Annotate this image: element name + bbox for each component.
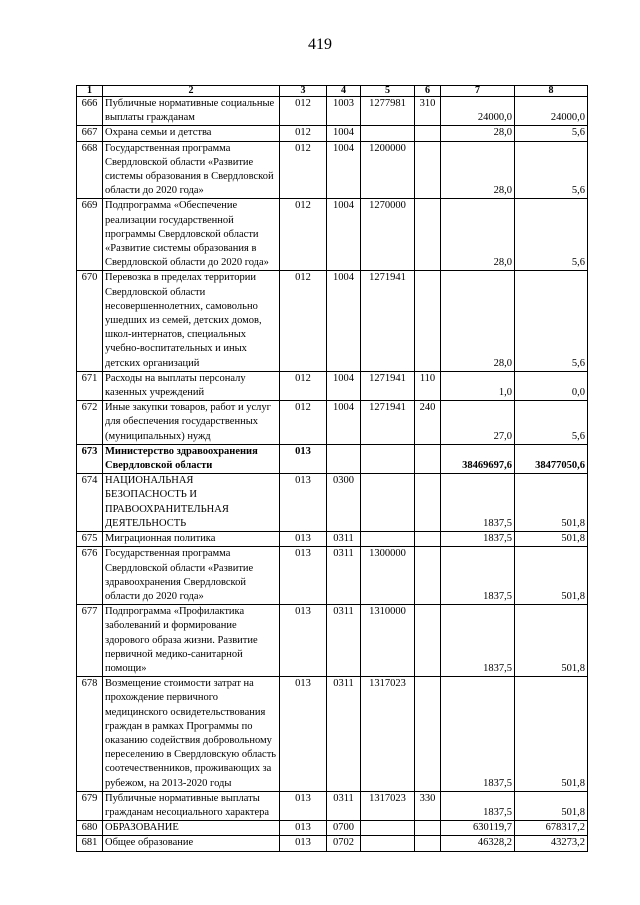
- expense-type-cell: [415, 141, 441, 199]
- target-article-cell: [361, 474, 415, 532]
- row-number-cell: 675: [77, 532, 103, 547]
- header-cell: 6: [415, 86, 441, 97]
- target-article-cell: [361, 836, 415, 851]
- table-body: [77, 97, 588, 852]
- table-row: [77, 677, 588, 792]
- ministry-code-cell: 013: [280, 836, 327, 851]
- item-name-cell: Государственная программа Свердловской области «Развитие системы образования в Свердловской области до 2020 года»: [103, 141, 280, 199]
- row-number-cell: 670: [77, 271, 103, 371]
- table-row: [77, 821, 588, 836]
- ministry-code-cell: 012: [280, 401, 327, 445]
- item-name-cell: Общее образование: [103, 836, 280, 851]
- target-article-cell: [361, 821, 415, 836]
- amount-year1-cell: 24000,0: [441, 97, 515, 126]
- header-cell: 3: [280, 86, 327, 97]
- amount-year1-cell: 28,0: [441, 141, 515, 199]
- expense-type-cell: [415, 532, 441, 547]
- section-code-cell: 0300: [327, 474, 361, 532]
- expense-type-cell: 240: [415, 401, 441, 445]
- table-row: [77, 791, 588, 820]
- ministry-code-cell: 012: [280, 271, 327, 371]
- ministry-code-cell: 013: [280, 547, 327, 605]
- expense-type-cell: [415, 474, 441, 532]
- section-code-cell: 0700: [327, 821, 361, 836]
- amount-year1-cell: 27,0: [441, 401, 515, 445]
- amount-year1-cell: 1837,5: [441, 677, 515, 792]
- item-name-cell: Публичные нормативные выплаты гражданам несоциального характера: [103, 791, 280, 820]
- ministry-code-cell: 012: [280, 97, 327, 126]
- expense-type-cell: [415, 199, 441, 271]
- amount-year2-cell: 501,8: [515, 677, 588, 792]
- expense-type-cell: [415, 271, 441, 371]
- expense-type-cell: [415, 444, 441, 473]
- header-cell: 8: [515, 86, 588, 97]
- header-row: [77, 86, 588, 97]
- expense-type-cell: 310: [415, 97, 441, 126]
- ministry-code-cell: 013: [280, 474, 327, 532]
- row-number-cell: 669: [77, 199, 103, 271]
- target-article-cell: 1310000: [361, 605, 415, 677]
- table-row: [77, 141, 588, 199]
- amount-year1-cell: 28,0: [441, 126, 515, 141]
- target-article-cell: 1271941: [361, 371, 415, 400]
- amount-year1-cell: 1,0: [441, 371, 515, 400]
- section-code-cell: 0311: [327, 677, 361, 792]
- item-name-cell: Подпрограмма «Профилактика заболеваний и формирование здорового образа жизни. Развитие первичной медико-санитарной помощи»: [103, 605, 280, 677]
- item-name-cell: Охрана семьи и детства: [103, 126, 280, 141]
- target-article-cell: 1300000: [361, 547, 415, 605]
- amount-year2-cell: 5,6: [515, 141, 588, 199]
- ministry-code-cell: 013: [280, 444, 327, 473]
- amount-year1-cell: 1837,5: [441, 791, 515, 820]
- amount-year2-cell: 24000,0: [515, 97, 588, 126]
- section-code-cell: [327, 444, 361, 473]
- amount-year2-cell: 501,8: [515, 474, 588, 532]
- row-number-cell: 679: [77, 791, 103, 820]
- amount-year2-cell: 5,6: [515, 126, 588, 141]
- amount-year2-cell: 501,8: [515, 791, 588, 820]
- item-name-cell: Миграционная политика: [103, 532, 280, 547]
- table-row: [77, 199, 588, 271]
- table-row: [77, 371, 588, 400]
- section-code-cell: 0311: [327, 547, 361, 605]
- amount-year2-cell: 501,8: [515, 605, 588, 677]
- header-cell: 5: [361, 86, 415, 97]
- amount-year2-cell: 0,0: [515, 371, 588, 400]
- target-article-cell: 1277981: [361, 97, 415, 126]
- row-number-cell: 676: [77, 547, 103, 605]
- table-row: [77, 271, 588, 371]
- item-name-cell: Перевозка в пределах территории Свердловской области несовершеннолетних, самовольно ушедших из семей, детских домов, школ-интернатов, специальных учебно-воспитательных и иных детских организаций: [103, 271, 280, 371]
- table-row: [77, 97, 588, 126]
- amount-year2-cell: 5,6: [515, 401, 588, 445]
- row-number-cell: 681: [77, 836, 103, 851]
- ministry-code-cell: 013: [280, 677, 327, 792]
- table-row: [77, 444, 588, 473]
- target-article-cell: 1271941: [361, 401, 415, 445]
- amount-year2-cell: 501,8: [515, 547, 588, 605]
- row-number-cell: 672: [77, 401, 103, 445]
- item-name-cell: Публичные нормативные социальные выплаты гражданам: [103, 97, 280, 126]
- ministry-code-cell: 013: [280, 605, 327, 677]
- expense-type-cell: [415, 547, 441, 605]
- ministry-code-cell: 013: [280, 532, 327, 547]
- section-code-cell: 0702: [327, 836, 361, 851]
- amount-year1-cell: 28,0: [441, 271, 515, 371]
- target-article-cell: [361, 532, 415, 547]
- item-name-cell: Возмещение стоимости затрат на прохождение первичного медицинского освидетельствования граждан в рамках Программы по оказанию содействия добровольному переселению в Свердловскую область соотечественников, проживающих за рубежом, на 2013-2020 годы: [103, 677, 280, 792]
- item-name-cell: Государственная программа Свердловской области «Развитие здравоохранения Свердловской области до 2020 года»: [103, 547, 280, 605]
- header-cell: 4: [327, 86, 361, 97]
- amount-year2-cell: 38477050,6: [515, 444, 588, 473]
- target-article-cell: 1200000: [361, 141, 415, 199]
- table-row: [77, 532, 588, 547]
- amount-year1-cell: 38469697,6: [441, 444, 515, 473]
- section-code-cell: 1003: [327, 97, 361, 126]
- expense-type-cell: [415, 677, 441, 792]
- expense-type-cell: 110: [415, 371, 441, 400]
- section-code-cell: 1004: [327, 401, 361, 445]
- row-number-cell: 671: [77, 371, 103, 400]
- table-row: [77, 836, 588, 851]
- amount-year2-cell: 5,6: [515, 271, 588, 371]
- section-code-cell: 0311: [327, 605, 361, 677]
- section-code-cell: 0311: [327, 532, 361, 547]
- section-code-cell: 1004: [327, 371, 361, 400]
- item-name-cell: Подпрограмма «Обеспечение реализации государственной программы Свердловской области «Развитие системы образования в Свердловской области до 2020 года»: [103, 199, 280, 271]
- expense-type-cell: [415, 605, 441, 677]
- amount-year1-cell: 46328,2: [441, 836, 515, 851]
- item-name-cell: Иные закупки товаров, работ и услуг для обеспечения государственных (муниципальных) нужд: [103, 401, 280, 445]
- ministry-code-cell: 012: [280, 126, 327, 141]
- budget-table: [76, 85, 588, 852]
- row-number-cell: 678: [77, 677, 103, 792]
- row-number-cell: 668: [77, 141, 103, 199]
- expense-type-cell: [415, 836, 441, 851]
- item-name-cell: ОБРАЗОВАНИЕ: [103, 821, 280, 836]
- header-cell: 1: [77, 86, 103, 97]
- item-name-cell: Расходы на выплаты персоналу казенных учреждений: [103, 371, 280, 400]
- amount-year2-cell: 678317,2: [515, 821, 588, 836]
- table-row: [77, 474, 588, 532]
- row-number-cell: 677: [77, 605, 103, 677]
- ministry-code-cell: 012: [280, 371, 327, 400]
- amount-year1-cell: 28,0: [441, 199, 515, 271]
- ministry-code-cell: 012: [280, 199, 327, 271]
- target-article-cell: 1317023: [361, 791, 415, 820]
- expense-type-cell: 330: [415, 791, 441, 820]
- amount-year1-cell: 1837,5: [441, 532, 515, 547]
- item-name-cell: НАЦИОНАЛЬНАЯ БЕЗОПАСНОСТЬ И ПРАВООХРАНИТЕЛЬНАЯ ДЕЯТЕЛЬНОСТЬ: [103, 474, 280, 532]
- target-article-cell: [361, 444, 415, 473]
- section-code-cell: 1004: [327, 271, 361, 371]
- ministry-code-cell: 013: [280, 791, 327, 820]
- table-row: [77, 401, 588, 445]
- amount-year1-cell: 1837,5: [441, 605, 515, 677]
- row-number-cell: 666: [77, 97, 103, 126]
- section-code-cell: 1004: [327, 126, 361, 141]
- header-cell: 2: [103, 86, 280, 97]
- item-name-cell: Министерство здравоохранения Свердловской области: [103, 444, 280, 473]
- table-row: [77, 547, 588, 605]
- expense-type-cell: [415, 126, 441, 141]
- section-code-cell: 0311: [327, 791, 361, 820]
- amount-year1-cell: 1837,5: [441, 474, 515, 532]
- row-number-cell: 680: [77, 821, 103, 836]
- amount-year1-cell: 630119,7: [441, 821, 515, 836]
- amount-year1-cell: 1837,5: [441, 547, 515, 605]
- section-code-cell: 1004: [327, 141, 361, 199]
- ministry-code-cell: 013: [280, 821, 327, 836]
- section-code-cell: 1004: [327, 199, 361, 271]
- amount-year2-cell: 43273,2: [515, 836, 588, 851]
- page-number: 419: [308, 36, 332, 53]
- target-article-cell: 1271941: [361, 271, 415, 371]
- amount-year2-cell: 5,6: [515, 199, 588, 271]
- row-number-cell: 674: [77, 474, 103, 532]
- header-cell: 7: [441, 86, 515, 97]
- row-number-cell: 673: [77, 444, 103, 473]
- expense-type-cell: [415, 821, 441, 836]
- target-article-cell: [361, 126, 415, 141]
- target-article-cell: 1317023: [361, 677, 415, 792]
- amount-year2-cell: 501,8: [515, 532, 588, 547]
- target-article-cell: 1270000: [361, 199, 415, 271]
- table-row: [77, 605, 588, 677]
- table-row: [77, 126, 588, 141]
- ministry-code-cell: 012: [280, 141, 327, 199]
- row-number-cell: 667: [77, 126, 103, 141]
